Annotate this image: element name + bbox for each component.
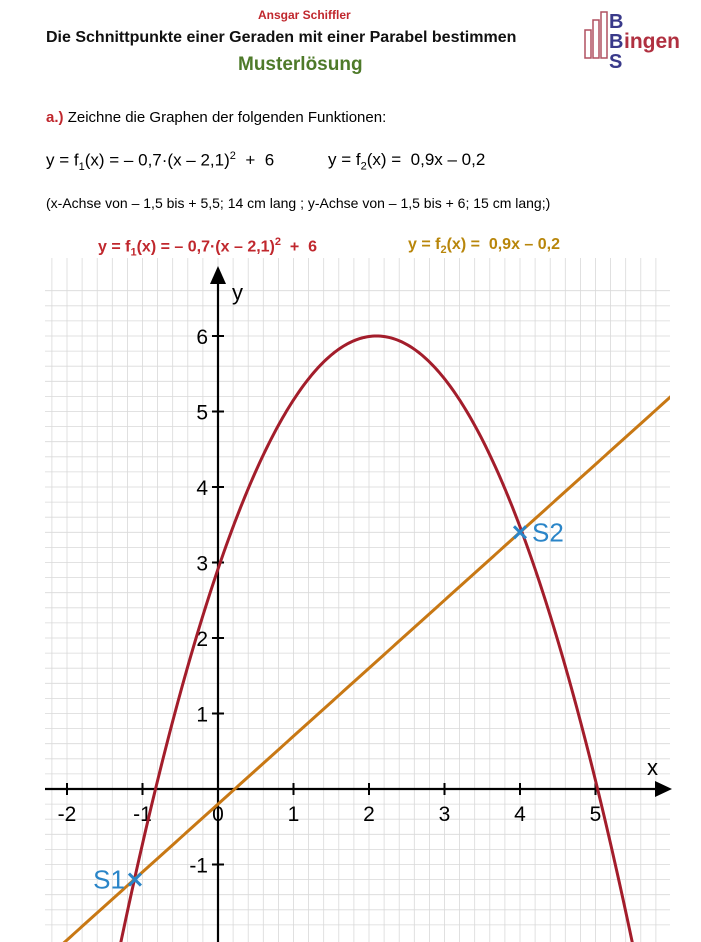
logo-letter-b2: B	[609, 31, 624, 53]
logo-word-ingen: ingen	[624, 30, 680, 53]
x-axis-label: x	[647, 755, 658, 780]
x-tick-label: -1	[133, 803, 152, 826]
intersection-label-s2: S2	[532, 517, 564, 548]
task-instruction	[46, 109, 386, 126]
y-tick-label: 1	[196, 703, 208, 727]
logo-letter-s: S	[609, 51, 623, 70]
y-tick-label: -1	[189, 854, 208, 878]
task-text: Zeichne die Graphen der folgenden Funktionen:	[67, 109, 387, 126]
x-tick-label: 2	[363, 803, 375, 826]
y-tick-label: 4	[196, 477, 208, 500]
x-tick-label: 1	[287, 803, 300, 826]
y-tick-label: 6	[196, 326, 208, 349]
function-f1-formula: $y = f_1(x)$ = – 0,7·(x – 2,1)$^2$ + 6	[46, 150, 275, 174]
y-tick-label: 3	[196, 552, 208, 576]
grid-lines	[45, 258, 670, 942]
worksheet-title: Die Schnittpunkte einer Geraden mit einer Parabel bestimmen	[46, 29, 517, 46]
logo-letter-b1: B	[609, 11, 624, 33]
intersection-label-s1: S1	[93, 864, 125, 895]
worksheet-subtitle: Musterlösung	[238, 54, 363, 75]
x-tick-label: 0	[212, 803, 224, 826]
x-axis-arrow	[655, 781, 672, 797]
legend-f2: $y = f_2(x) = 0,9x - 0,2$	[408, 236, 560, 257]
x-tick-label: 4	[514, 803, 526, 826]
axis-instructions-note: (x-Achse von – 1,5 bis + 5,5; 14 cm lang ; y-Achse von – 1,5 bis + 6; 15 cm lang;)	[46, 195, 551, 211]
y-tick-label: 2	[196, 628, 208, 651]
function-f2-formula: $y = f_2(x) = 0,9x - 0,2$	[328, 150, 486, 173]
function-graph-chart	[0, 258, 701, 942]
x-tick-label: 5	[589, 803, 602, 826]
y-axis-label: y	[232, 280, 243, 305]
task-label: a.)	[46, 109, 64, 126]
legend-f1: $y = f_1(x)$ = – 0,7·(x – 2,1)$^2$ + 6	[98, 236, 318, 259]
school-logo	[583, 8, 695, 70]
author-name: Ansgar Schiffler	[258, 8, 351, 22]
x-tick-label: 3	[438, 803, 451, 826]
y-tick-label: 5	[196, 401, 208, 425]
y-axis-arrow	[210, 266, 226, 284]
x-tick-label: -2	[57, 803, 77, 826]
